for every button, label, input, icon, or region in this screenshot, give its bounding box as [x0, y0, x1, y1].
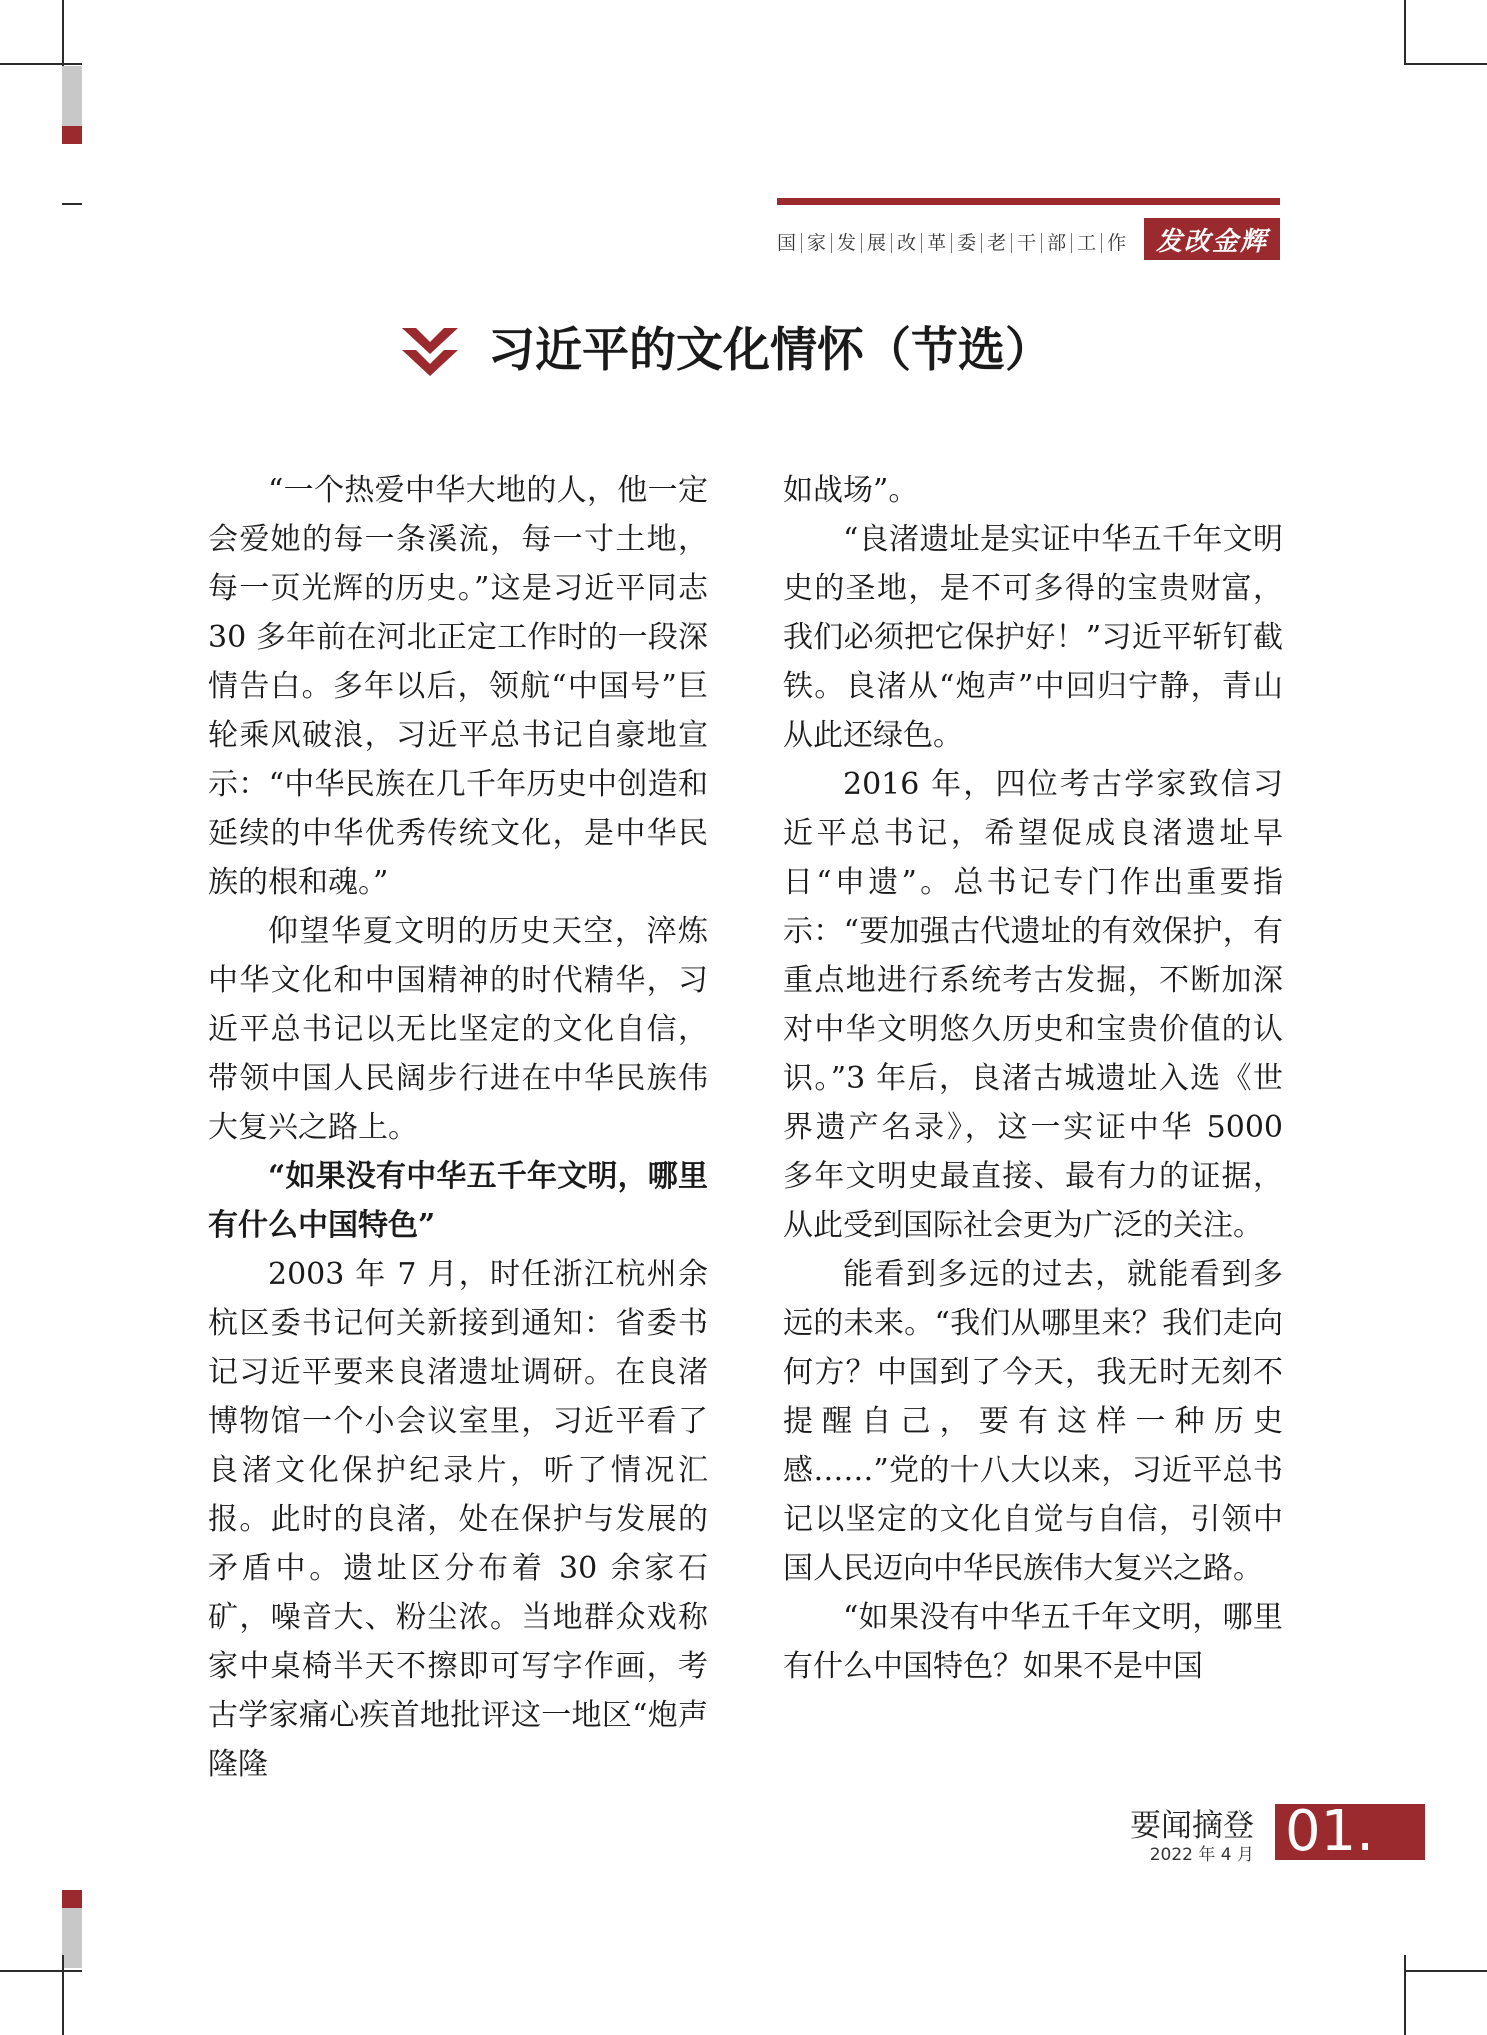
org-char: 部 [1042, 233, 1072, 253]
header-rule [777, 198, 1280, 205]
org-char: 干 [1012, 233, 1042, 253]
org-char: 展 [862, 233, 892, 253]
left-column [208, 466, 708, 1789]
org-char: 发 [832, 233, 862, 253]
article-title: 习近平的文化情怀（节选） [488, 323, 1052, 378]
crop-mark [1404, 63, 1487, 65]
paragraph: 2016 年，四位考古学家致信习近平总书记，希望促成良渚遗址早日“申遗”。总书记专门作出重要指示：“要加强古代遗址的有效保护，有重点地进行系统考古发掘，不断加深对中华文明悠久历史和宝贵价值的认识。”3 年后，良渚古城遗址入选《世界遗产名录》，这一实证中华 5000 多年文明史最直接、最有力的证据，从此受到国际社会更为广泛的关注。 [783, 767, 1283, 1243]
crop-mark [0, 63, 82, 65]
crop-mark [1404, 1970, 1487, 1972]
issue-date: 2022 年 4 月 [1149, 1845, 1254, 1865]
crop-mark [1404, 1955, 1406, 2035]
crop-mark [0, 1970, 82, 1972]
page-number: 01. [1275, 1804, 1425, 1860]
org-char: 工 [1072, 233, 1102, 253]
paragraph: 如战场”。 [783, 473, 919, 508]
publication-badge: 发改金辉 [1144, 218, 1280, 260]
org-char: 家 [802, 233, 832, 253]
edge-bar [62, 66, 82, 126]
paragraph: “良渚遗址是实证中华五千年文明史的圣地，是不可多得的宝贵财富，我们必须把它保护好！”习近平斩钉截铁。良渚从“炮声”中回归宁静，青山从此还绿色。 [783, 522, 1283, 753]
paragraph: “一个热爱中华大地的人，他一定会爱她的每一条溪流，每一寸土地，每一页光辉的历史。”这是习近平同志 30 多年前在河北正定工作时的一段深情告白。多年以后，领航“中国号”巨轮乘风破浪，习近平总书记自豪地宣示：“中华民族在几千年历史中创造和延续的中华优秀传统文化，是中华民族的根和魂。” [208, 473, 708, 900]
org-char: 作 [1107, 232, 1127, 254]
edge-bar [62, 1908, 82, 1968]
double-chevron-down-icon [400, 326, 460, 378]
edge-block [62, 1890, 82, 1908]
org-char: 国 [777, 233, 802, 253]
org-char: 委 [952, 233, 982, 253]
right-column [783, 466, 1283, 1691]
paragraph: 能看到多远的过去，就能看到多远的未来。“我们从哪里来？我们走向何方？中国到了今天，我无时无刻不提醒自己，要有这样一种历史感……”党的十八大以来，习近平总书记以坚定的文化自觉与自信，引领中国人民迈向中华民族伟大复兴之路。 [783, 1257, 1283, 1586]
section-name: 要闻摘登 [1130, 1808, 1254, 1844]
crop-mark [62, 1955, 64, 2035]
crop-mark [62, 203, 82, 205]
crop-mark [1404, 0, 1406, 64]
subheading: “如果没有中华五千年文明，哪里有什么中国特色” [208, 1159, 708, 1243]
paragraph: “如果没有中华五千年文明，哪里有什么中国特色？如果不是中国 [783, 1600, 1283, 1684]
paragraph: 2003 年 7 月，时任浙江杭州余杭区委书记何关新接到通知：省委书记习近平要来良渚遗址调研。在良渚博物馆一个小会议室里，习近平看了良渚文化保护纪录片，听了情况汇报。此时的良渚，处在保护与发展的矛盾中。遗址区分布着 30 余家石矿，噪音大、粉尘浓。当地群众戏称家中桌椅半天不擦即可写字作画，考古学家痛心疾首地批评这一地区“炮声隆隆 [208, 1257, 708, 1782]
org-char: 老 [982, 233, 1012, 253]
paragraph: 仰望华夏文明的历史天空，淬炼中华文化和中国精神的时代精华，习近平总书记以无比坚定的文化自信，带领中国人民阔步行进在中华民族伟大复兴之路上。 [208, 914, 708, 1145]
org-char: 改 [892, 233, 922, 253]
header-organization [777, 226, 1131, 260]
org-char: 革 [922, 233, 952, 253]
edge-block [62, 126, 82, 144]
